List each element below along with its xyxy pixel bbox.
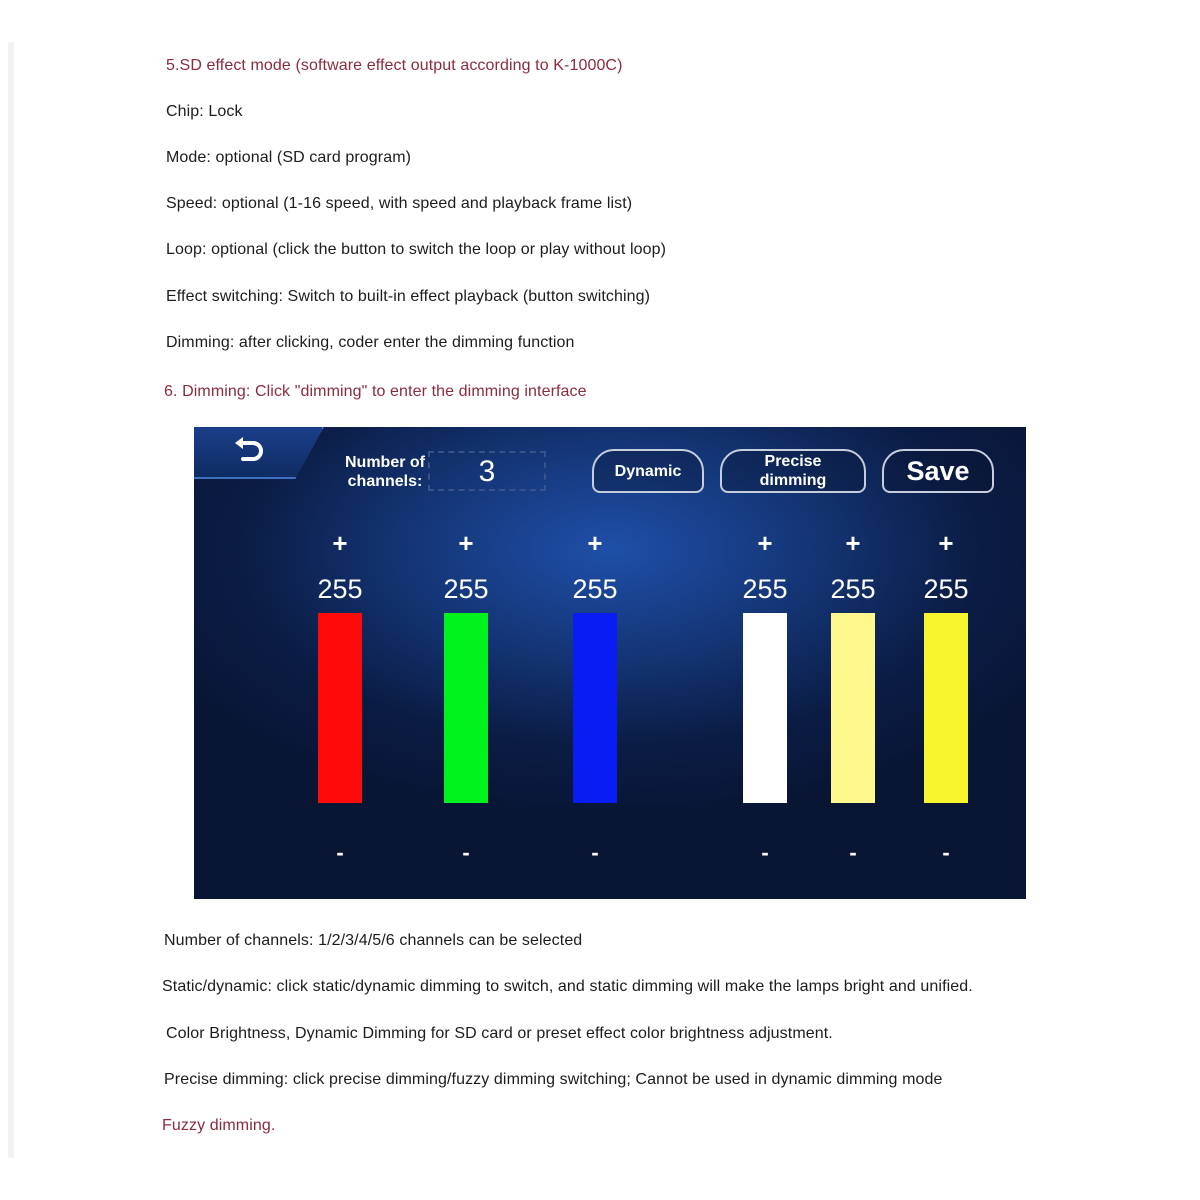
green-channel-bar[interactable] [444, 613, 488, 803]
channel-value: 255 [443, 574, 489, 604]
channel-2 [436, 527, 496, 867]
dimming-line: Dimming: after clicking, coder enter the dimming function [166, 334, 575, 351]
decrease-button[interactable]: - [591, 840, 599, 865]
channel-3 [565, 527, 625, 867]
decrease-button[interactable]: - [761, 840, 769, 865]
light-yellow-channel-bar[interactable] [831, 613, 875, 803]
precise-dimming-button[interactable]: Precise dimming [720, 449, 866, 493]
effect-switching-line: Effect switching: Switch to built-in effect playback (button switching) [166, 288, 651, 305]
increase-button[interactable]: + [332, 528, 348, 558]
channel-value: 255 [742, 574, 788, 604]
yellow-channel-bar[interactable] [924, 613, 968, 803]
channel-value: 255 [830, 574, 876, 604]
section-5-heading: 5.SD effect mode (software effect output according to K-1000C) [166, 57, 623, 74]
blue-channel-bar[interactable] [573, 613, 617, 803]
channels-label: Number of channels: [345, 454, 425, 490]
loop-line: Loop: optional (click the button to switch the loop or play without loop) [166, 241, 667, 258]
save-button[interactable]: Save [882, 449, 994, 493]
increase-button[interactable]: + [757, 528, 773, 558]
mode-line: Mode: optional (SD card program) [166, 149, 412, 166]
speed-line: Speed: optional (1-16 speed, with speed and playback frame list) [166, 195, 633, 212]
back-button[interactable] [194, 427, 324, 479]
dynamic-button[interactable]: Dynamic [592, 449, 704, 493]
channel-6 [916, 527, 976, 867]
channel-4 [735, 527, 795, 867]
red-channel-bar[interactable] [318, 613, 362, 803]
channels-note: Number of channels: 1/2/3/4/5/6 channels can be selected [164, 932, 583, 949]
back-arrow-icon [231, 437, 265, 467]
dimming-interface-screenshot [194, 427, 1026, 899]
precise-dimming-note: Precise dimming: click precise dimming/fuzzy dimming switching; Cannot be used in dynamic dimming mode [164, 1071, 943, 1088]
color-brightness-note: Color Brightness, Dynamic Dimming for SD card or preset effect color brightness adjustment. [166, 1025, 833, 1042]
decrease-button[interactable]: - [849, 840, 857, 865]
decrease-button[interactable]: - [336, 840, 344, 865]
increase-button[interactable]: + [458, 528, 474, 558]
increase-button[interactable]: + [587, 528, 603, 558]
white-channel-bar[interactable] [743, 613, 787, 803]
decrease-button[interactable]: - [942, 840, 950, 865]
channel-5 [823, 527, 883, 867]
fuzzy-dimming-note: Fuzzy dimming. [162, 1117, 276, 1134]
channel-value: 255 [317, 574, 363, 604]
static-dynamic-note: Static/dynamic: click static/dynamic dimming to switch, and static dimming will make the lamps bright and unified. [162, 978, 973, 995]
decrease-button[interactable]: - [462, 840, 470, 865]
channels-count-field[interactable]: 3 [428, 451, 546, 491]
increase-button[interactable]: + [845, 528, 861, 558]
channel-1 [310, 527, 370, 867]
channel-value: 255 [572, 574, 618, 604]
page-edge-rule [8, 42, 14, 1158]
chip-line: Chip: Lock [166, 103, 243, 120]
increase-button[interactable]: + [938, 528, 954, 558]
section-6-heading: 6. Dimming: Click "dimming" to enter the dimming interface [164, 383, 587, 400]
channel-value: 255 [923, 574, 969, 604]
